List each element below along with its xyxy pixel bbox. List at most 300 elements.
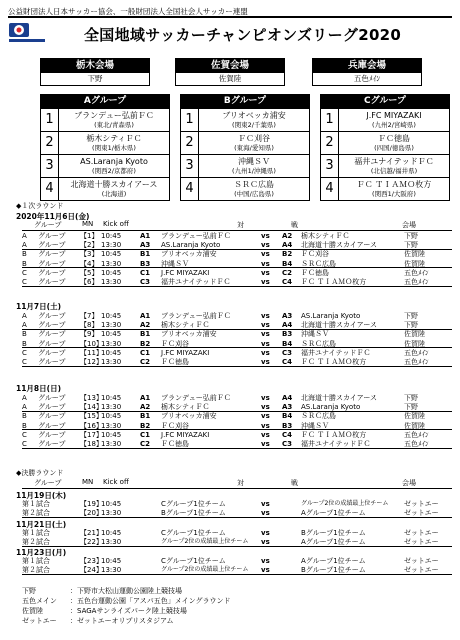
away-code: C2 (282, 268, 293, 277)
match-venue: 佐賀陸 (404, 421, 425, 430)
away-team: ＳＲＣ広島 (301, 412, 336, 421)
team-seed: 4 (41, 178, 59, 200)
match-venue: 五色ﾒｲﾝ (404, 358, 429, 366)
group-team-row (181, 177, 309, 200)
legend-item (22, 616, 230, 626)
group-label: グループ (38, 321, 66, 330)
group-label: グループ (38, 358, 66, 366)
group-label: グループ (38, 268, 66, 277)
away-code: A4 (282, 394, 293, 402)
home-code: B3 (140, 259, 151, 268)
match-number: 【15】 (80, 412, 103, 421)
home-team: 栃木シティＦＣ (161, 321, 210, 330)
match-venue: ゼットエー (404, 566, 439, 575)
team-name: ＦＣ ＴＩＡＭＯ枚方 (356, 180, 432, 189)
home-team: AS.Laranja Kyoto (161, 241, 221, 250)
vs-label: vs (261, 538, 270, 547)
group-team-row (321, 131, 449, 154)
team-seed: 1 (41, 109, 59, 131)
team-name: ＦＣ徳島 (378, 134, 410, 143)
match-venue: 下野 (404, 321, 418, 330)
match-venue: ゼットエー (404, 538, 439, 547)
vs-label: vs (261, 232, 270, 240)
away-team: ＦＣ ＴＩＡＭＯ枚方 (301, 430, 367, 439)
away-code: A3 (282, 403, 293, 412)
vs-label: vs (261, 509, 270, 518)
team-seed: 2 (321, 132, 339, 154)
away-team: ＦＣ ＴＩＡＭＯ枚方 (301, 278, 367, 286)
vs-label: vs (261, 430, 270, 439)
vs-label: vs (261, 440, 270, 448)
legend-key: 五色メイン (22, 597, 57, 605)
team-seed: 3 (321, 155, 339, 177)
match-number: 【10】 (80, 339, 103, 348)
vs-label: vs (261, 259, 270, 268)
team-seed: 2 (181, 132, 199, 154)
match-date: 2020年11月6日(金) (16, 212, 90, 221)
team-name: 北海道十勝スカイアース (70, 180, 158, 189)
venue-place: 五色ﾒｲﾝ (353, 74, 381, 83)
vs-label: vs (261, 500, 270, 508)
team-cell (339, 132, 449, 154)
kickoff-time: 13:30 (101, 339, 122, 348)
away-team: ＳＲＣ広島 (301, 339, 336, 348)
col-vs: 対 (237, 479, 244, 487)
team-cell (339, 155, 449, 177)
kickoff-time: 13:30 (101, 538, 122, 547)
legend-item (22, 586, 230, 596)
home-team: ブランデュー弘前ＦＣ (161, 394, 231, 402)
col-mn: MN (82, 220, 94, 228)
away-team: ＦＣ ＴＩＡＭＯ枚方 (301, 358, 367, 366)
vs-label: vs (261, 557, 270, 565)
group-letter: A (22, 312, 27, 320)
away-team: ＦＣ刈谷 (301, 250, 329, 259)
kickoff-time: 10:45 (101, 232, 122, 240)
home-team: ＦＣ刈谷 (161, 421, 189, 430)
team-name: J.FC MIYAZAKI (366, 111, 422, 120)
group-table (40, 94, 170, 201)
team-name: ブランデュー弘前ＦＣ (74, 111, 154, 120)
team-region: (関西1/大阪府) (372, 190, 416, 198)
team-cell (59, 109, 169, 131)
team-region: (北海道) (101, 190, 127, 198)
group-letter: B (22, 421, 27, 430)
kickoff-time: 13:30 (101, 278, 122, 286)
home-code: B2 (140, 421, 151, 430)
group-letter: A (22, 321, 27, 330)
match-number: 【16】 (80, 421, 103, 430)
match-date: 11月23日(月) (16, 548, 67, 557)
row-rule (22, 448, 452, 449)
team-cell (199, 132, 309, 154)
home-code: C2 (140, 440, 151, 448)
match-number: 【19】 (80, 500, 103, 508)
legend-value: ：ゼットエーオリプリスタジアム (70, 617, 174, 625)
vs-label: vs (261, 412, 270, 421)
group-team-row (321, 177, 449, 200)
group-label: グループ (38, 312, 66, 320)
venue-box (40, 58, 150, 86)
match-number: 【8】 (80, 321, 99, 330)
match-venue: 下野 (404, 232, 418, 240)
match-number: 【21】 (80, 529, 103, 537)
match-number: 【23】 (80, 557, 103, 565)
away-slot: Bグループ1位チーム (301, 566, 366, 575)
kickoff-time: 13:30 (101, 440, 122, 448)
team-seed: 1 (181, 109, 199, 131)
match-number: 【13】 (80, 394, 103, 402)
away-team: 沖縄ＳＶ (301, 421, 329, 430)
match-venue: ゼットエー (404, 529, 439, 537)
home-team: ブリオベッカ浦安 (161, 250, 217, 259)
league-logo (8, 21, 46, 45)
row-rule (22, 286, 452, 287)
away-code: A3 (282, 312, 293, 320)
group-letter: C (22, 268, 27, 277)
away-code: C4 (282, 358, 293, 366)
match-number: 【5】 (80, 268, 99, 277)
home-team: ブランデュー弘前ＦＣ (161, 232, 231, 240)
group-team-row (181, 108, 309, 131)
match-venue: 佐賀陸 (404, 412, 425, 421)
group-letter: A (22, 232, 27, 240)
away-team: ＦＣ徳島 (301, 268, 329, 277)
group-team-row (321, 154, 449, 177)
kickoff-time: 10:45 (101, 412, 122, 421)
group-team-row (41, 108, 169, 131)
team-region: (東北/青森県) (94, 121, 134, 129)
group-label: グループ (38, 440, 66, 448)
home-code: C1 (140, 268, 151, 277)
vs-label: vs (261, 330, 270, 339)
home-code: A1 (140, 394, 151, 402)
home-code: A2 (140, 403, 151, 412)
legend-value: ：五色台運動公園「アスパ五色」メイングラウンド (70, 597, 231, 605)
team-cell (339, 109, 449, 131)
team-seed: 3 (181, 155, 199, 177)
team-name: ＦＣ刈谷 (238, 134, 270, 143)
legend-value: ：下野市大松山運動公園陸上競技場 (70, 587, 182, 595)
away-code: A4 (282, 241, 293, 250)
schedule-header (0, 478, 460, 489)
group-team-row (181, 131, 309, 154)
group-label: グループ (38, 250, 66, 259)
kickoff-time: 10:45 (101, 348, 122, 357)
away-team: 沖縄ＳＶ (301, 330, 329, 339)
match-number: 【2】 (80, 241, 99, 250)
away-team: AS.Laranja Kyoto (301, 403, 361, 412)
vs-label: vs (261, 529, 270, 537)
away-code: C3 (282, 348, 293, 357)
legend-value: ：SAGAサンライズパーク陸上競技場 (70, 607, 187, 615)
match-venue: 五色ﾒｲﾝ (404, 268, 429, 277)
match-number: 【7】 (80, 312, 99, 320)
group-table (320, 94, 450, 201)
match-date: 11月7日(土) (16, 302, 62, 311)
group-letter: C (22, 430, 27, 439)
home-team: 栃木シティＦＣ (161, 403, 210, 412)
kickoff-time: 13:30 (101, 566, 122, 575)
away-code: A2 (282, 232, 293, 240)
away-slot: Aグループ1位チーム (301, 538, 366, 547)
group-letter: C (22, 348, 27, 357)
row-rule (22, 546, 452, 547)
team-name: 栃木シティＦＣ (86, 134, 142, 143)
home-team: ブリオベッカ浦安 (161, 330, 217, 339)
kickoff-time: 13:30 (101, 421, 122, 430)
match-number: 【20】 (80, 509, 103, 518)
home-code: A1 (140, 312, 151, 320)
match-venue: 五色ﾒｲﾝ (404, 440, 429, 448)
group-label: グループ (38, 278, 66, 286)
away-team: 北海道十勝スカイアース (301, 241, 378, 250)
team-region: (関西2/京都府) (92, 167, 136, 175)
home-code: B2 (140, 339, 151, 348)
kickoff-time: 13:30 (101, 509, 122, 518)
match-venue: 佐賀陸 (404, 259, 425, 268)
match-venue: 五色ﾒｲﾝ (404, 348, 429, 357)
group-title: Cグループ (321, 95, 449, 108)
group-table (180, 94, 310, 201)
match-venue: ゼットエー (404, 557, 439, 565)
group-title: Aグループ (41, 95, 169, 108)
match-number: 【17】 (80, 430, 103, 439)
organizers: 公益財団法人日本サッカー協会、一般財団法人全国社会人サッカー連盟 (8, 7, 248, 16)
col-group: グループ (34, 221, 62, 229)
group-letter: B (22, 330, 27, 339)
home-code: B1 (140, 412, 151, 421)
match-date: 11月19日(木) (16, 491, 67, 500)
team-seed: 2 (41, 132, 59, 154)
match-number: 【18】 (80, 440, 103, 448)
row-rule (22, 517, 452, 518)
match-venue: 佐賀陸 (404, 250, 425, 259)
kickoff-time: 10:45 (101, 529, 122, 537)
col-kickoff: Kick off (103, 478, 129, 486)
away-code: B4 (282, 259, 293, 268)
match-number: 【14】 (80, 403, 103, 412)
team-region: (関東2/千葉県) (232, 121, 276, 129)
team-name: 沖縄ＳＶ (238, 157, 270, 166)
match-number: 【12】 (80, 358, 103, 366)
group-team-row (41, 177, 169, 200)
team-seed: 1 (321, 109, 339, 131)
kickoff-time: 10:45 (101, 268, 122, 277)
away-team: 北海道十勝スカイアース (301, 321, 378, 330)
home-slot: Bグループ1位チーム (161, 509, 226, 518)
group-label: グループ (38, 339, 66, 348)
match-venue: 下野 (404, 394, 418, 402)
kickoff-time: 10:45 (101, 394, 122, 402)
col-sen: 戦 (291, 479, 298, 487)
away-team: AS.Laranja Kyoto (301, 312, 361, 320)
vs-label: vs (261, 268, 270, 277)
group-letter: C (22, 278, 27, 286)
col-group: グループ (34, 479, 62, 487)
home-code: C1 (140, 348, 151, 357)
match-label: 第２試合 (22, 509, 50, 518)
venue-name: 栃木会場 (41, 59, 149, 73)
col-mn: MN (82, 478, 94, 486)
row-rule (22, 366, 452, 367)
kickoff-time: 10:45 (101, 330, 122, 339)
home-team: J.FC MIYAZAKI (161, 268, 210, 277)
home-slot: グループ2位の成績最上位チーム (161, 538, 249, 546)
kickoff-time: 13:30 (101, 403, 122, 412)
team-name: 福井ユナイテッドＦＣ (354, 157, 434, 166)
match-number: 【4】 (80, 259, 99, 268)
match-number: 【22】 (80, 538, 103, 547)
round1-title: ◆１次ラウンド (16, 202, 64, 210)
kickoff-time: 10:45 (101, 430, 122, 439)
vs-label: vs (261, 278, 270, 286)
final-round-title: ◆決勝ラウンド (16, 469, 64, 477)
match-number: 【9】 (80, 330, 99, 339)
vs-label: vs (261, 250, 270, 259)
match-venue: 下野 (404, 403, 418, 412)
kickoff-time: 13:30 (101, 259, 122, 268)
match-label: 第１試合 (22, 557, 50, 565)
away-team: 福井ユナイテッドＦＣ (301, 348, 371, 357)
home-slot: Cグループ1位チーム (161, 557, 226, 565)
team-region: (中国/広島県) (234, 190, 274, 198)
home-team: 福井ユナイテッドＦＣ (161, 278, 231, 286)
team-cell (199, 155, 309, 177)
match-venue: 佐賀陸 (404, 330, 425, 339)
match-venue: 五色ﾒｲﾝ (404, 278, 429, 286)
match-date: 11月21日(土) (16, 520, 67, 529)
group-label: グループ (38, 259, 66, 268)
group-letter: B (22, 250, 27, 259)
away-code: B3 (282, 421, 293, 430)
group-label: グループ (38, 421, 66, 430)
group-letter: B (22, 412, 27, 421)
away-code: B3 (282, 330, 293, 339)
team-cell (339, 178, 449, 200)
kickoff-time: 10:45 (101, 557, 122, 565)
group-label: グループ (38, 394, 66, 402)
match-number: 【24】 (80, 566, 103, 575)
group-letter: A (22, 394, 27, 402)
legend-key: ゼットエー (22, 617, 57, 625)
away-code: A4 (282, 321, 293, 330)
col-vs: 対 (237, 221, 244, 229)
away-code: C3 (282, 440, 293, 448)
match-date: 11月8日(日) (16, 384, 62, 393)
kickoff-time: 10:45 (101, 312, 122, 320)
group-team-row (41, 131, 169, 154)
vs-label: vs (261, 403, 270, 412)
vs-label: vs (261, 358, 270, 366)
legend-key: 佐賀陸 (22, 607, 43, 615)
legend-key: 下野 (22, 587, 36, 595)
vs-label: vs (261, 566, 270, 575)
venue-legend (22, 586, 230, 626)
legend-item (22, 596, 230, 606)
venue-box (175, 58, 285, 86)
group-letter: B (22, 339, 27, 348)
match-label: 第２試合 (22, 538, 50, 547)
team-name: AS.Laranja Kyoto (80, 157, 148, 166)
team-cell (199, 109, 309, 131)
match-venue: 五色ﾒｲﾝ (404, 430, 429, 439)
group-label: グループ (38, 241, 66, 250)
match-venue: 下野 (404, 312, 418, 320)
vs-label: vs (261, 348, 270, 357)
vs-label: vs (261, 321, 270, 330)
home-code: A2 (140, 321, 151, 330)
away-slot: Aグループ1位チーム (301, 557, 366, 565)
home-code: C1 (140, 430, 151, 439)
match-venue: ゼットエー (404, 500, 439, 508)
home-team: J.FC MIYAZAKI (161, 348, 210, 357)
header-rule (22, 488, 452, 489)
home-code: A1 (140, 232, 151, 240)
team-region: (北信越/福井県) (370, 167, 418, 175)
team-cell (59, 155, 169, 177)
home-code: C2 (140, 358, 151, 366)
vs-label: vs (261, 421, 270, 430)
venue-place: 佐賀陸 (218, 74, 242, 83)
home-slot: グループ2位の成績最上位チーム (161, 566, 249, 574)
venue-box (312, 58, 422, 86)
group-letter: C (22, 358, 27, 366)
col-kickoff: Kick off (103, 220, 129, 228)
team-region: (関東1/栃木県) (92, 144, 136, 152)
group-title: Bグループ (181, 95, 309, 108)
group-team-row (41, 154, 169, 177)
group-label: グループ (38, 348, 66, 357)
team-cell (59, 178, 169, 200)
kickoff-time: 10:45 (101, 250, 122, 259)
team-cell (59, 132, 169, 154)
team-seed: 4 (321, 178, 339, 200)
home-code: C3 (140, 278, 151, 286)
venue-name: 兵庫会場 (313, 59, 421, 73)
group-letter: C (22, 440, 27, 448)
group-label: グループ (38, 412, 66, 421)
group-label: グループ (38, 232, 66, 240)
match-label: 第１試合 (22, 529, 50, 537)
home-team: J.FC MIYAZAKI (161, 430, 210, 439)
away-slot: Aグループ1位チーム (301, 509, 366, 518)
group-letter: B (22, 259, 27, 268)
team-name: ＳＲＣ広島 (234, 180, 274, 189)
schedule-header (0, 220, 460, 231)
team-cell (199, 178, 309, 200)
home-team: ブランデュー弘前ＦＣ (161, 312, 231, 320)
col-venue: 会場 (402, 479, 416, 487)
team-region: (東海/愛知県) (234, 144, 274, 152)
kickoff-time: 13:30 (101, 358, 122, 366)
away-code: B2 (282, 250, 293, 259)
team-region: (九州2/宮崎県) (372, 121, 416, 129)
group-letter: A (22, 403, 27, 412)
home-team: ＦＣ徳島 (161, 440, 189, 448)
home-code: B1 (140, 250, 151, 259)
home-slot: Cグループ1位チーム (161, 529, 226, 537)
home-team: ブリオベッカ浦安 (161, 412, 217, 421)
match-number: 【6】 (80, 278, 99, 286)
team-region: (九州1/沖縄県) (232, 167, 276, 175)
away-team: 北海道十勝スカイアース (301, 394, 378, 402)
match-label: 第１試合 (22, 500, 50, 508)
venue-name: 佐賀会場 (176, 59, 284, 73)
away-slot: グループ2位の成績最上位チーム (301, 500, 389, 507)
row-rule (22, 574, 452, 575)
team-seed: 4 (181, 178, 199, 200)
